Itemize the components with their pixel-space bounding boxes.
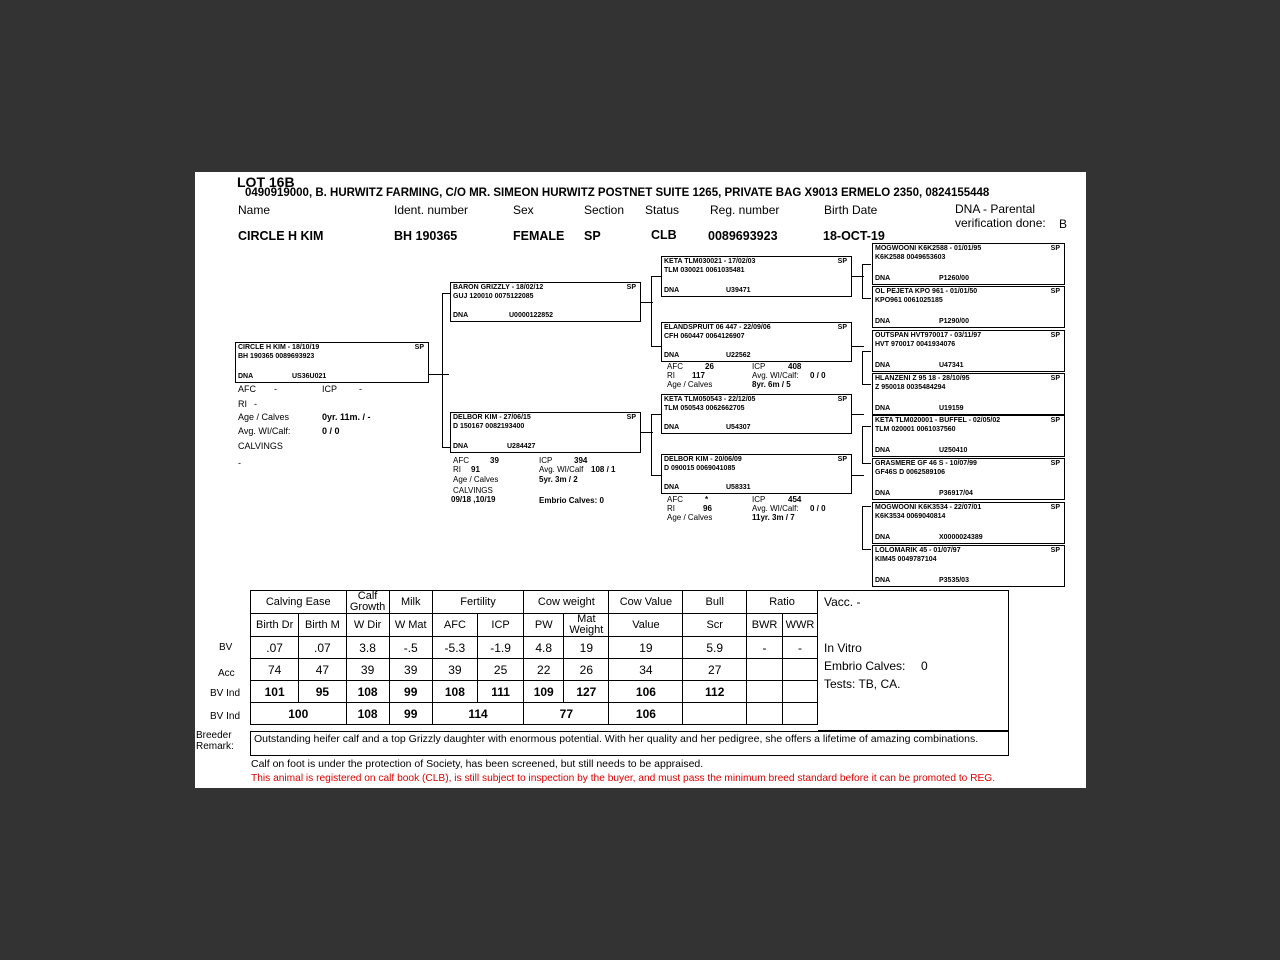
ggp-section: SP bbox=[1050, 245, 1060, 252]
gp-section: SP bbox=[837, 396, 847, 403]
dam-embrio-calves: Embrio Calves: 0 bbox=[539, 496, 604, 505]
dna-verification-value: B bbox=[1059, 217, 1068, 231]
ind-cell: 108 bbox=[346, 681, 389, 703]
granddam-paternal-box bbox=[661, 322, 852, 362]
header-section: Section bbox=[584, 203, 625, 217]
bv-cell: 19 bbox=[609, 637, 683, 659]
gp-dna-label: DNA bbox=[664, 424, 680, 431]
group-cow-value: Cow Value bbox=[609, 591, 683, 614]
gp1-avg-value: 0 / 0 bbox=[810, 371, 826, 380]
ggp-ids: K6K2588 0049653603 bbox=[875, 254, 946, 261]
ggp-dna-value: P36917/04 bbox=[939, 490, 973, 497]
ind-cell: 127 bbox=[564, 681, 609, 703]
tests-info: Tests: TB, CA. bbox=[824, 677, 901, 691]
header-sex: Sex bbox=[513, 203, 534, 217]
ggp-ids: K6K3534 0069040814 bbox=[875, 513, 946, 520]
subject-ri-value: - bbox=[254, 399, 257, 409]
ind2-cell: 108 bbox=[346, 703, 389, 725]
row-label-bv-ind-combined: BV Ind bbox=[210, 711, 241, 722]
dam-calving-dates: 09/18 ,10/19 bbox=[451, 495, 496, 504]
gp-dna-label: DNA bbox=[664, 287, 680, 294]
col-pw: PW bbox=[524, 614, 564, 637]
subject-avg-label: Avg. WI/Calf: bbox=[238, 426, 291, 436]
gp3-age-label: Age / Calves bbox=[667, 513, 713, 522]
ggp-dna-value: X0000024389 bbox=[939, 534, 983, 541]
gp3-age-value: 11yr. 3m / 7 bbox=[752, 513, 795, 522]
group-fertility: Fertility bbox=[432, 591, 523, 614]
ind-cell: 111 bbox=[477, 681, 523, 703]
gp-title: ELANDSPRUIT 06 447 - 22/09/06 bbox=[664, 324, 771, 331]
ggp-dna-label: DNA bbox=[875, 362, 891, 369]
gp3-ri-value: 96 bbox=[703, 504, 712, 513]
ebv-table bbox=[250, 590, 818, 725]
ggp-dna-label: DNA bbox=[875, 275, 891, 282]
gp-ids: TLM 030021 0061035481 bbox=[664, 267, 745, 274]
gp1-icp-label: ICP bbox=[752, 362, 766, 371]
ggp-section: SP bbox=[1050, 547, 1060, 554]
dam-icp-value: 394 bbox=[574, 456, 588, 465]
gp-dna-label: DNA bbox=[664, 352, 680, 359]
row-label-bv-ind: BV Ind bbox=[210, 688, 241, 699]
clb-registration-note: This animal is registered on calf book (CLB), is still subject to inspection by the buyer, and must pass the minimum breed standard before it can be promoted to REG. bbox=[251, 773, 996, 784]
col-icp: ICP bbox=[477, 614, 523, 637]
ggp-dna-label: DNA bbox=[875, 447, 891, 454]
group-calving-ease: Calving Ease bbox=[251, 591, 347, 614]
society-protection-note: Calf on foot is under the protection of Society, has been screened, but still needs to be appraised. bbox=[251, 758, 704, 770]
ggp-section: SP bbox=[1050, 460, 1060, 467]
bv-cell: 3.8 bbox=[346, 637, 389, 659]
ggp-title: LOLOMARIK 45 - 01/07/97 bbox=[875, 547, 961, 554]
dam-ri-value: 91 bbox=[471, 465, 480, 474]
dam-section: SP bbox=[626, 414, 636, 421]
grandsire-maternal-box bbox=[661, 394, 852, 434]
in-vitro-label: In Vitro bbox=[824, 641, 862, 655]
breeder-remark-label: Breeder Remark: bbox=[196, 730, 234, 752]
bv-cell: -1.9 bbox=[477, 637, 523, 659]
ggp-box-7 bbox=[872, 502, 1065, 544]
bv-cell: .07 bbox=[299, 637, 346, 659]
ggp-title: OL PEJETA KPO 961 - 01/01/50 bbox=[875, 288, 978, 295]
embrio-calves-label: Embrio Calves: bbox=[824, 659, 906, 673]
ggp-box-1 bbox=[872, 243, 1065, 285]
header-ident: Ident. number bbox=[394, 203, 469, 217]
header-dna-verification: verification done: bbox=[955, 216, 1046, 230]
header-birth: Birth Date bbox=[824, 203, 878, 217]
vaccination-info: Vacc. - bbox=[824, 595, 861, 609]
granddam-maternal-box bbox=[661, 454, 852, 494]
col-wwr: WWR bbox=[783, 614, 818, 637]
acc-cell: 47 bbox=[299, 659, 346, 681]
col-birth-dr: Birth Dr bbox=[251, 614, 299, 637]
acc-cell bbox=[783, 659, 818, 681]
col-mat-weight: Mat Weight bbox=[564, 614, 609, 637]
ind-cell: 99 bbox=[389, 681, 432, 703]
dam-pedigree-box bbox=[450, 412, 641, 453]
bv-cell: -5.3 bbox=[432, 637, 477, 659]
dam-title: DELBOR KIM - 27/06/15 bbox=[453, 414, 531, 421]
ind2-cell: 106 bbox=[609, 703, 683, 725]
subject-age-label: Age / Calves bbox=[238, 412, 290, 422]
ind-cell bbox=[747, 681, 783, 703]
ggp-title: MOGWOONI K6K2588 - 01/01/95 bbox=[875, 245, 982, 252]
gp-dna-value: U22562 bbox=[726, 352, 751, 359]
gp1-ri-label: RI bbox=[667, 371, 675, 380]
ggp-dna-value: U47341 bbox=[939, 362, 964, 369]
owner-details: 0490919000, B. HURWITZ FARMING, C/O MR. SIMEON HURWITZ POSTNET SUITE 1265, PRIVATE BAG X9013 ERMELO 2350, 0824155448 bbox=[245, 187, 990, 199]
row-label-acc: Acc bbox=[218, 668, 235, 679]
dam-avg-value: 108 / 1 bbox=[591, 465, 616, 474]
catalogue-page bbox=[195, 172, 1086, 788]
subject-ids: BH 190365 0089693923 bbox=[238, 353, 315, 360]
sire-section: SP bbox=[626, 284, 636, 291]
group-ratio: Ratio bbox=[747, 591, 818, 614]
header-reg: Reg. number bbox=[710, 203, 780, 217]
sire-pedigree-box bbox=[450, 282, 641, 322]
subject-calvings-value: - bbox=[238, 458, 241, 468]
animal-status: CLB bbox=[651, 228, 677, 242]
bv-cell: -.5 bbox=[389, 637, 432, 659]
grandsire-paternal-box bbox=[661, 256, 852, 297]
ind-cell bbox=[783, 681, 818, 703]
ggp-title: KETA TLM020001 - BUFFEL - 02/05/02 bbox=[875, 417, 1001, 424]
ggp-title: HLANZENI Z 95 18 - 28/10/95 bbox=[875, 375, 970, 382]
ind-cell: 95 bbox=[299, 681, 346, 703]
acc-cell: 74 bbox=[251, 659, 299, 681]
ind-cell: 106 bbox=[609, 681, 683, 703]
dam-age-value: 5yr. 3m / 2 bbox=[539, 475, 578, 484]
ggp-title: OUTSPAN HVT970017 - 03/11/97 bbox=[875, 332, 982, 339]
side-info-box bbox=[818, 590, 1009, 731]
dam-afc-label: AFC bbox=[453, 456, 469, 465]
gp-dna-label: DNA bbox=[664, 484, 680, 491]
animal-sex: FEMALE bbox=[513, 229, 565, 243]
ind-cell: 109 bbox=[524, 681, 564, 703]
animal-name: CIRCLE H KIM bbox=[238, 229, 324, 243]
ind2-cell: 99 bbox=[389, 703, 432, 725]
ggp-dna-label: DNA bbox=[875, 405, 891, 412]
gp-title: KETA TLM050543 - 22/12/05 bbox=[664, 396, 756, 403]
col-value: Value bbox=[609, 614, 683, 637]
ggp-box-8 bbox=[872, 545, 1065, 587]
subject-ri-label: RI bbox=[238, 399, 247, 409]
gp1-afc-label: AFC bbox=[667, 362, 683, 371]
gp-section: SP bbox=[837, 456, 847, 463]
ggp-box-3 bbox=[872, 330, 1065, 372]
dam-calvings-label: CALVINGS bbox=[453, 486, 493, 495]
animal-section: SP bbox=[584, 229, 601, 243]
acc-cell: 34 bbox=[609, 659, 683, 681]
bv-cell: 5.9 bbox=[683, 637, 747, 659]
gp3-avg-value: 0 / 0 bbox=[810, 504, 826, 513]
gp-ids: D 090015 0069041085 bbox=[664, 465, 736, 472]
gp3-avg-label: Avg. WI/Calf: bbox=[752, 504, 799, 513]
col-afc: AFC bbox=[432, 614, 477, 637]
ggp-dna-label: DNA bbox=[875, 577, 891, 584]
col-w-dir: W Dir bbox=[346, 614, 389, 637]
ind2-cell: 114 bbox=[432, 703, 523, 725]
col-scr: Scr bbox=[683, 614, 747, 637]
ggp-dna-value: P1290/00 bbox=[939, 318, 969, 325]
ggp-ids: HVT 970017 0041934076 bbox=[875, 341, 956, 348]
gp3-ri-label: RI bbox=[667, 504, 675, 513]
ind-cell: 101 bbox=[251, 681, 299, 703]
group-calf-growth: Calf Growth bbox=[346, 591, 389, 614]
gp3-afc-label: AFC bbox=[667, 495, 683, 504]
row-label-bv: BV bbox=[219, 642, 233, 653]
ind2-cell: 77 bbox=[524, 703, 609, 725]
ind-cell: 108 bbox=[432, 681, 477, 703]
ggp-title: GRASMERE GF 46 S - 10/07/99 bbox=[875, 460, 977, 467]
ggp-section: SP bbox=[1050, 504, 1060, 511]
subject-icp-value: - bbox=[359, 384, 362, 394]
group-bull: Bull bbox=[683, 591, 747, 614]
lot-number: LOT 16B bbox=[237, 174, 295, 190]
subject-calvings-label: CALVINGS bbox=[238, 441, 283, 451]
breeder-remark: Outstanding heifer calf and a top Grizzly daughter with enormous potential. With her quality and her pedigree, she offers a lifetime of amazing combinations. bbox=[250, 731, 1009, 756]
gp-title: DELBOR KIM - 20/06/09 bbox=[664, 456, 742, 463]
subject-title: CIRCLE H KIM - 18/10/19 bbox=[238, 344, 320, 351]
sire-ids: GUJ 120010 0075122085 bbox=[453, 293, 534, 300]
dam-ids: D 150167 0082193400 bbox=[453, 423, 525, 430]
gp-dna-value: U54307 bbox=[726, 424, 751, 431]
gp1-afc-value: 26 bbox=[705, 362, 714, 371]
animal-reg: 0089693923 bbox=[708, 229, 778, 243]
dam-afc-value: 39 bbox=[490, 456, 499, 465]
gp-section: SP bbox=[837, 324, 847, 331]
dam-dna-label: DNA bbox=[453, 443, 469, 450]
gp-ids: TLM 050543 0062662705 bbox=[664, 405, 745, 412]
ggp-ids: GF46S D 0062589106 bbox=[875, 469, 946, 476]
ggp-dna-value: P3535/03 bbox=[939, 577, 969, 584]
dam-dna-value: U284427 bbox=[507, 443, 536, 450]
gp-title: KETA TLM030021 - 17/02/03 bbox=[664, 258, 756, 265]
gp1-age-label: Age / Calves bbox=[667, 380, 713, 389]
ggp-section: SP bbox=[1050, 375, 1060, 382]
ggp-box-2 bbox=[872, 286, 1065, 328]
ggp-ids: KPO961 0061025185 bbox=[875, 297, 943, 304]
ggp-ids: TLM 020001 0061037560 bbox=[875, 426, 956, 433]
header-name: Name bbox=[238, 203, 271, 217]
col-bwr: BWR bbox=[747, 614, 783, 637]
gp3-afc-value: * bbox=[705, 495, 709, 504]
acc-cell bbox=[747, 659, 783, 681]
subject-age-value: 0yr. 11m. / - bbox=[322, 412, 371, 422]
acc-cell: 39 bbox=[346, 659, 389, 681]
sire-title: BARON GRIZZLY - 18/02/12 bbox=[453, 284, 544, 291]
subject-dna-value: US36U021 bbox=[292, 373, 327, 380]
bv-cell: .07 bbox=[251, 637, 299, 659]
bv-cell: - bbox=[783, 637, 818, 659]
acc-cell: 39 bbox=[389, 659, 432, 681]
gp1-ri-value: 117 bbox=[692, 371, 705, 380]
gp-dna-value: U58331 bbox=[726, 484, 751, 491]
subject-pedigree-box bbox=[235, 342, 429, 383]
animal-birth-date: 18-OCT-19 bbox=[823, 229, 885, 243]
col-birth-m: Birth M bbox=[299, 614, 346, 637]
group-cow-weight: Cow weight bbox=[524, 591, 609, 614]
ind2-cell: 100 bbox=[251, 703, 347, 725]
ggp-section: SP bbox=[1050, 288, 1060, 295]
header-status: Status bbox=[645, 203, 680, 217]
dam-ri-label: RI bbox=[453, 465, 461, 474]
ggp-ids: Z 950018 0035484294 bbox=[875, 384, 946, 391]
ggp-ids: KIM45 0049787104 bbox=[875, 556, 937, 563]
ggp-box-4 bbox=[872, 373, 1065, 415]
acc-cell: 27 bbox=[683, 659, 747, 681]
bv-cell: 4.8 bbox=[524, 637, 564, 659]
ggp-title: MOGWOONI K6K3534 - 22/07/01 bbox=[875, 504, 982, 511]
gp-section: SP bbox=[837, 258, 847, 265]
acc-cell: 39 bbox=[432, 659, 477, 681]
header-dna: DNA - Parental bbox=[955, 202, 1036, 216]
ggp-box-5 bbox=[872, 415, 1065, 457]
dam-icp-label: ICP bbox=[539, 456, 553, 465]
ggp-dna-label: DNA bbox=[875, 490, 891, 497]
gp1-avg-label: Avg. WI/Calf: bbox=[752, 371, 799, 380]
dam-age-label: Age / Calves bbox=[453, 475, 499, 484]
sire-dna-label: DNA bbox=[453, 312, 469, 319]
group-milk: Milk bbox=[389, 591, 432, 614]
acc-cell: 25 bbox=[477, 659, 523, 681]
ggp-section: SP bbox=[1050, 417, 1060, 424]
gp3-icp-label: ICP bbox=[752, 495, 766, 504]
acc-cell: 26 bbox=[564, 659, 609, 681]
gp1-age-value: 8yr. 6m / 5 bbox=[752, 380, 791, 389]
ggp-dna-label: DNA bbox=[875, 318, 891, 325]
ggp-dna-value: P1260/00 bbox=[939, 275, 969, 282]
sire-dna-value: U0000122852 bbox=[509, 312, 553, 319]
subject-section: SP bbox=[414, 344, 424, 351]
ggp-section: SP bbox=[1050, 332, 1060, 339]
bv-cell: 19 bbox=[564, 637, 609, 659]
embrio-calves-value: 0 bbox=[921, 659, 928, 673]
gp3-icp-value: 454 bbox=[788, 495, 802, 504]
ind-cell: 112 bbox=[683, 681, 747, 703]
animal-ident: BH 190365 bbox=[394, 229, 458, 243]
ggp-dna-label: DNA bbox=[875, 534, 891, 541]
ggp-dna-value: U250410 bbox=[939, 447, 968, 454]
subject-avg-value: 0 / 0 bbox=[322, 426, 340, 436]
acc-cell: 22 bbox=[524, 659, 564, 681]
col-w-mat: W Mat bbox=[389, 614, 432, 637]
subject-dna-label: DNA bbox=[238, 373, 254, 380]
ggp-box-6 bbox=[872, 458, 1065, 500]
subject-afc-value: - bbox=[274, 384, 277, 394]
gp-ids: CFH 060447 0064126907 bbox=[664, 333, 745, 340]
subject-afc-label: AFC bbox=[238, 384, 256, 394]
dam-avg-label: Avg. WI/Calf bbox=[539, 465, 584, 474]
gp-dna-value: U39471 bbox=[726, 287, 751, 294]
ggp-dna-value: U19159 bbox=[939, 405, 964, 412]
subject-icp-label: ICP bbox=[322, 384, 338, 394]
bv-cell: - bbox=[747, 637, 783, 659]
gp1-icp-value: 408 bbox=[788, 362, 802, 371]
